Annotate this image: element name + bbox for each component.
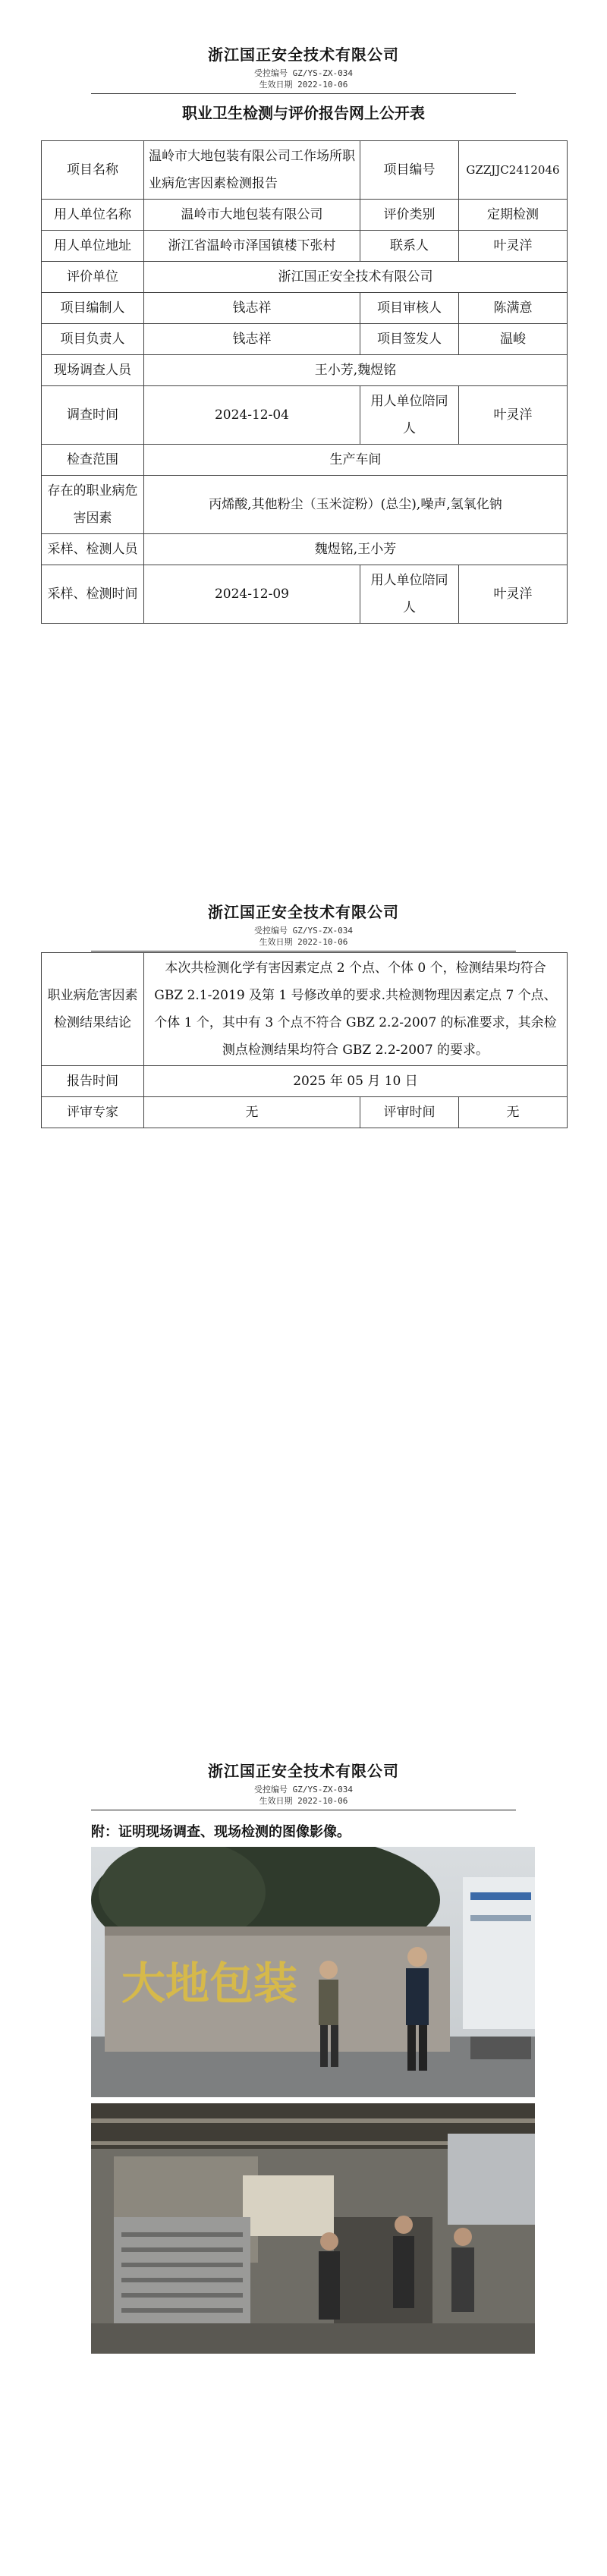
value-scope: 生产车间 <box>144 445 568 476</box>
label-eval-unit: 评价单位 <box>42 262 144 293</box>
control-number: 受控编号 GZ/YS-ZX-034 <box>253 68 354 78</box>
table-row <box>42 476 568 534</box>
label-review-time: 评审时间 <box>360 1097 459 1128</box>
value-conclusion: 本次共检测化学有害因素定点 2 个点、个体 0 个，检测结果均符合 GBZ 2.1-2019 及第 1 号修改单的要求.共检测物理因素定点 7 个点、个体 1 个，其中有 3 个点不符合 GBZ 2.2-2007 的标准要求，其余检测点检测结果均符合 GBZ 2.2-2007 的要求。 <box>144 953 568 1066</box>
effective-date: 生效日期 2022-10-06 <box>259 937 348 947</box>
table-row <box>42 141 568 200</box>
label-manager: 项目负责人 <box>42 324 144 355</box>
page-header <box>0 900 607 951</box>
label-compiler: 项目编制人 <box>42 293 144 324</box>
page-title: 职业卫生检测与评价报告网上公开表 <box>182 104 425 122</box>
value-investigators: 王小芳,魏煜铭 <box>144 355 568 386</box>
company-name: 浙江国正安全技术有限公司 <box>208 46 399 64</box>
company-name: 浙江国正安全技术有限公司 <box>208 903 399 921</box>
label-issuer: 项目签发人 <box>360 324 459 355</box>
value-eval-unit: 浙江国正安全技术有限公司 <box>144 262 568 293</box>
value-address: 浙江省温岭市泽国镇楼下张村 <box>144 231 360 262</box>
table-row <box>42 200 568 231</box>
label-samplers: 采样、检测人员 <box>42 534 144 565</box>
table-row <box>42 953 568 1066</box>
label-sampling-time: 采样、检测时间 <box>42 565 144 624</box>
value-survey-time: 2024-12-04 <box>144 386 360 445</box>
effective-date: 生效日期 2022-10-06 <box>259 1796 348 1806</box>
site-photo-entrance <box>91 1847 535 2097</box>
attachment-note: 附：证明现场调查、现场检测的图像影像。 <box>91 1824 351 1840</box>
value-compiler: 钱志祥 <box>144 293 360 324</box>
value-employer: 温岭市大地包装有限公司 <box>144 200 360 231</box>
label-accompany: 用人单位陪同人 <box>360 386 459 445</box>
conclusion-table <box>41 952 568 1128</box>
label-report-time: 报告时间 <box>42 1066 144 1097</box>
table-row <box>42 262 568 293</box>
table-row <box>42 1066 568 1097</box>
value-review-time: 无 <box>459 1097 568 1128</box>
label-employer: 用人单位名称 <box>42 200 144 231</box>
value-project-name: 温岭市大地包装有限公司工作场所职业病危害因素检测报告 <box>144 141 360 200</box>
label-eval-type: 评价类别 <box>360 200 459 231</box>
label-reviewer: 项目审核人 <box>360 293 459 324</box>
label-hazards: 存在的职业病危害因素 <box>42 476 144 534</box>
value-reviewer: 陈满意 <box>459 293 568 324</box>
value-project-no: GZZJJC2412046 <box>459 141 568 200</box>
site-photo-workshop <box>91 2103 535 2354</box>
label-accompany-2: 用人单位陪同人 <box>360 565 459 624</box>
value-issuer: 温峻 <box>459 324 568 355</box>
page-header <box>0 1759 607 1810</box>
label-contact: 联系人 <box>360 231 459 262</box>
table-row <box>42 1097 568 1128</box>
table-row <box>42 355 568 386</box>
label-address: 用人单位地址 <box>42 231 144 262</box>
value-samplers: 魏煜铭,王小芳 <box>144 534 568 565</box>
label-project-no: 项目编号 <box>360 141 459 200</box>
control-number: 受控编号 GZ/YS-ZX-034 <box>253 926 354 936</box>
page-header <box>0 42 607 94</box>
company-name: 浙江国正安全技术有限公司 <box>208 1762 399 1780</box>
value-report-time: 2025 年 05 月 10 日 <box>144 1066 568 1097</box>
disclosure-table <box>41 140 568 624</box>
value-manager: 钱志祥 <box>144 324 360 355</box>
label-project-name: 项目名称 <box>42 141 144 200</box>
label-conclusion: 职业病危害因素检测结果结论 <box>42 953 144 1066</box>
table-row <box>42 534 568 565</box>
table-row <box>42 293 568 324</box>
sign-text: 大地包装 <box>121 1958 298 2009</box>
value-experts: 无 <box>144 1097 360 1128</box>
value-hazards: 丙烯酸,其他粉尘（玉米淀粉）(总尘),噪声,氢氧化钠 <box>144 476 568 534</box>
value-eval-type: 定期检测 <box>459 200 568 231</box>
value-contact: 叶灵洋 <box>459 231 568 262</box>
label-investigators: 现场调查人员 <box>42 355 144 386</box>
label-experts: 评审专家 <box>42 1097 144 1128</box>
label-scope: 检查范围 <box>42 445 144 476</box>
page-1 <box>0 0 607 857</box>
table-row <box>42 231 568 262</box>
value-accompany-2: 叶灵洋 <box>459 565 568 624</box>
table-row <box>42 386 568 445</box>
page-2 <box>0 857 607 1716</box>
table-row <box>42 565 568 624</box>
label-survey-time: 调查时间 <box>42 386 144 445</box>
value-accompany: 叶灵洋 <box>459 386 568 445</box>
control-number: 受控编号 GZ/YS-ZX-034 <box>253 1785 354 1794</box>
header-divider <box>91 93 516 94</box>
table-row <box>42 324 568 355</box>
page-3 <box>0 1716 607 2576</box>
value-sampling-time: 2024-12-09 <box>144 565 360 624</box>
effective-date: 生效日期 2022-10-06 <box>259 80 348 90</box>
table-row <box>42 445 568 476</box>
